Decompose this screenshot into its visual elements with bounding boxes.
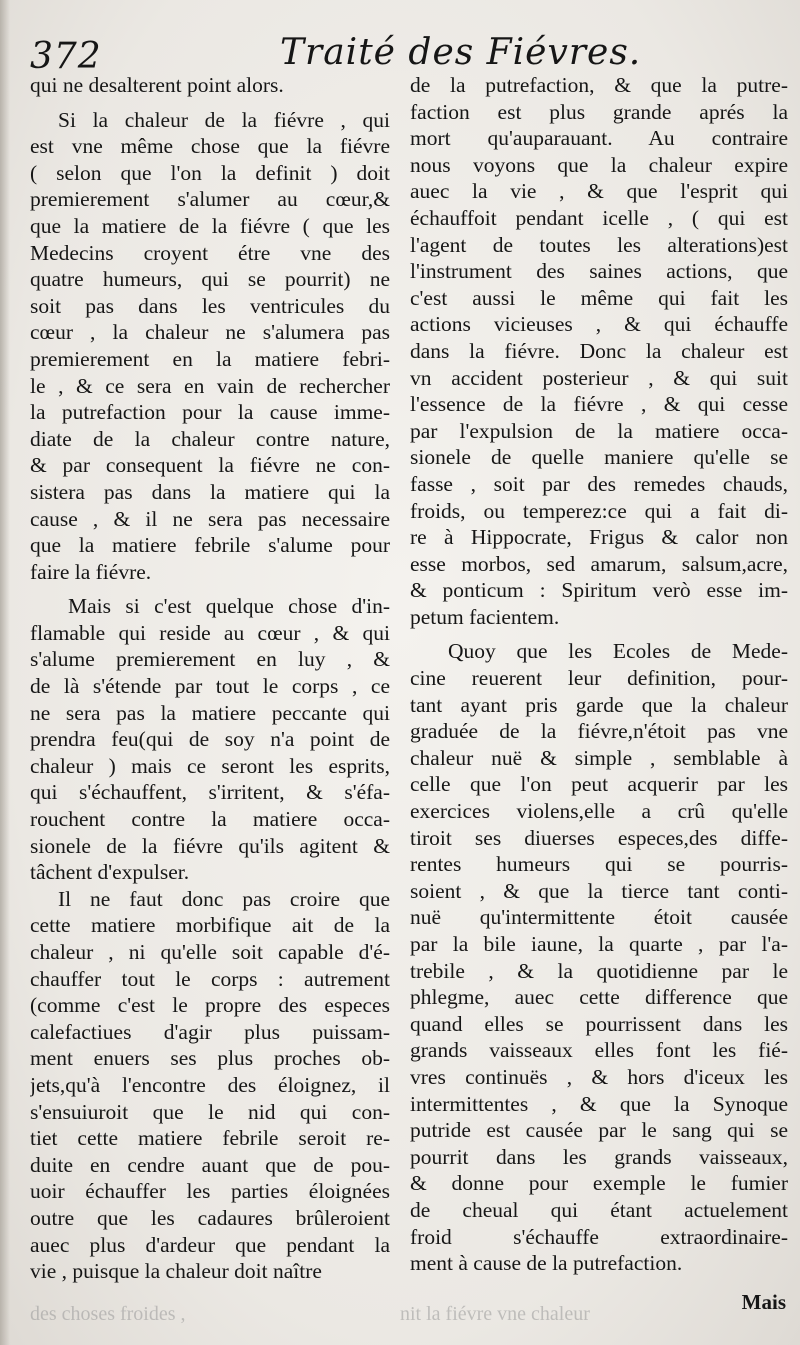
- text-line: qui s'échauffent, s'irritent, & s'éfa-: [30, 780, 390, 805]
- text-line: l'instrument des saines actions, que: [410, 259, 788, 284]
- text-line: cœur , la chaleur ne s'alumera pas: [30, 320, 390, 345]
- text-line: sistera pas dans la matiere qui la: [30, 479, 390, 504]
- text-line: s'alume premierement en luy , &: [30, 647, 390, 672]
- text-line: échauffoit pendant icelle , ( qui est: [410, 205, 788, 230]
- text-line: faction est plus grande aprés la: [410, 99, 788, 124]
- text-line: petum facientem.: [410, 604, 560, 629]
- text-line: premierement en la matiere febri-: [30, 346, 390, 371]
- text-line: celle que l'on peut acquerir par les: [410, 772, 788, 797]
- text-line: tâchent d'expulser.: [30, 860, 190, 885]
- text-line: rouchent contre la matiere occa-: [30, 807, 390, 832]
- text-line: c'est aussi le même qui fait les: [410, 285, 788, 310]
- text-line: calefactiues d'agir plus puissam-: [30, 1019, 390, 1044]
- text-line: Mais si c'est quelque chose d'in-: [68, 594, 390, 619]
- text-line: de cheual qui étant actuelement: [410, 1197, 788, 1222]
- text-line: Medecins croyent étre vne des: [30, 240, 390, 265]
- text-line: ment enuers ses plus proches ob-: [30, 1046, 390, 1071]
- text-line: de là s'étende par tout le corps , ce: [30, 674, 390, 699]
- text-line: putride est causée par le sang qui se: [410, 1118, 788, 1143]
- text-line: Il ne faut donc pas croire que: [58, 886, 390, 911]
- paragraph-gap: [30, 585, 390, 593]
- text-line: que la matiere febrile s'alume pour: [30, 533, 390, 558]
- text-line: trebile , & la quotidienne par le: [410, 958, 788, 983]
- text-line: soient , & que la tierce tant conti-: [410, 878, 788, 903]
- text-line: l'essence de la fiévre , & qui cesse: [410, 392, 788, 417]
- text-line: par la bile iaune, la quarte , par l'a-: [410, 932, 788, 956]
- page-number: 372: [30, 36, 102, 77]
- text-line: fasse , soit par des remedes chauds,: [410, 471, 788, 496]
- running-title: Traité des Fiévres.: [280, 32, 642, 73]
- text-line: phlegme, auec cette difference que: [410, 985, 788, 1010]
- text-line: nuë qu'intermittente étoit causée: [410, 905, 788, 930]
- text-line: re à Hippocrate, Frigus & calor non: [410, 525, 788, 550]
- text-line: graduée de la fiévre,n'étoit pas vne: [410, 719, 788, 744]
- page-header: [30, 22, 770, 78]
- text-line: qui ne desalterent point alors.: [30, 73, 284, 97]
- text-line: flamable qui reside au cœur , & qui: [30, 620, 390, 645]
- text-line: cine reuerent leur definition, pour-: [410, 666, 788, 691]
- text-line: vie , puisque la chaleur doit naître: [30, 1259, 322, 1284]
- text-line: faire la fiévre.: [30, 559, 152, 584]
- right-text-column: [410, 72, 788, 1277]
- text-line: actions vicieuses , & qui échauffe: [410, 312, 788, 337]
- text-line: diate de la chaleur contre nature,: [30, 426, 390, 451]
- text-line: grands vaisseaux elles font les fié-: [410, 1038, 788, 1063]
- text-line: quatre humeurs, qui se pourrit) ne: [30, 267, 390, 292]
- text-line: froid s'échauffe extraordinaire-: [410, 1224, 788, 1249]
- catchword: Mais: [741, 1290, 786, 1314]
- text-line: & par consequent la fiévre ne con-: [30, 453, 390, 478]
- text-line: tiroit ses diuerses especes,des diffe-: [410, 825, 788, 850]
- left-text-column: [30, 72, 390, 1285]
- text-line: l'agent de toutes les alterations)est: [410, 232, 788, 257]
- text-line: le , & ce sera en vain de rechercher: [30, 373, 390, 398]
- text-line: Quoy que les Ecoles de Mede-: [448, 639, 788, 664]
- text-line: intermittentes , & que la Synoque: [410, 1091, 788, 1116]
- text-line: que la matiere de la fiévre ( que les: [30, 213, 390, 238]
- text-line: dans la fiévre. Donc la chaleur est: [410, 338, 788, 363]
- text-line: uoir échauffer les parties éloignées: [30, 1179, 390, 1204]
- text-line: ( selon que l'on la definit ) doit: [30, 160, 390, 185]
- text-line: sionele de la fiévre qu'ils agitent &: [30, 833, 390, 858]
- text-line: (comme c'est le propre des especes: [30, 993, 390, 1018]
- text-line: quand elles se pourrissent dans les: [410, 1011, 788, 1036]
- text-line: chauffer tout le corps : autrement: [30, 966, 390, 991]
- text-line: s'ensuiuroit que le nid qui con-: [30, 1099, 390, 1124]
- paragraph-gap: [410, 630, 788, 638]
- text-line: cette matiere morbifique ait de la: [30, 913, 390, 938]
- text-line: tiet cette matiere febrile seroit re-: [30, 1126, 390, 1151]
- text-line: auec plus d'ardeur que pendant la: [30, 1232, 390, 1257]
- text-line: premierement s'alumer au cœur,&: [30, 187, 390, 212]
- text-line: vn accident posterieur , & qui suit: [410, 365, 788, 390]
- text-line: prendra feu(qui de soy n'a point de: [30, 727, 390, 752]
- text-line: froids, ou temperez:ce qui a fait di-: [410, 498, 788, 523]
- text-line: exercices violens,elle a crû qu'elle: [410, 799, 788, 824]
- text-line: est vne même chose que la fiévre: [30, 134, 390, 159]
- text-line: jets,qu'à l'encontre des éloignez, il: [30, 1072, 390, 1097]
- text-line: chaleur , ni qu'elle soit capable d'é-: [30, 940, 390, 964]
- paragraph-gap: [30, 99, 390, 107]
- text-line: pourrit dans les grands vaisseaux,: [410, 1144, 788, 1169]
- text-line: sionele de quelle maniere qu'elle se: [410, 445, 788, 470]
- text-line: soit pas dans les ventricules du: [30, 293, 390, 318]
- text-line: & ponticum : Spiritum verò esse im-: [410, 578, 788, 603]
- text-line: cause , & il ne sera pas necessaire: [30, 506, 390, 531]
- text-line: chaleur ) mais ce seront les esprits,: [30, 753, 390, 778]
- text-line: par l'expulsion de la matiere occa-: [410, 418, 788, 443]
- text-line: outre que les cadaures brûleroient: [30, 1205, 390, 1230]
- text-line: Si la chaleur de la fiévre , qui: [58, 107, 390, 132]
- binding-shadow: [0, 0, 10, 1345]
- text-line: ne sera pas la matiere peccante qui: [30, 700, 390, 725]
- text-line: tant ayant pris garde que la chaleur: [410, 692, 788, 717]
- text-line: ment à cause de la putrefaction.: [410, 1251, 683, 1276]
- text-line: nous voyons que la chaleur expire: [410, 152, 788, 177]
- text-line: mort qu'auparauant. Au contraire: [410, 126, 788, 151]
- text-line: auec la vie , & que l'esprit qui: [410, 179, 788, 204]
- text-line: rentes humeurs qui se pourris-: [410, 852, 788, 877]
- text-line: chaleur nuë & simple , semblable à: [410, 745, 788, 770]
- text-line: & donne pour exemple le fumier: [410, 1171, 788, 1196]
- text-line: la putrefaction pour la cause imme-: [30, 400, 390, 425]
- text-line: duite en cendre auant que de pou-: [30, 1152, 390, 1177]
- text-line: de la putrefaction, & que la putre-: [410, 73, 788, 97]
- text-line: vres continuës , & hors d'iceux les: [410, 1064, 788, 1089]
- bleed-through-text-right: nit la fiévre vne chaleur: [400, 1303, 590, 1325]
- bleed-through-text-left: des choses froides ,: [30, 1303, 186, 1325]
- text-line: esse morbos, sed amarum, salsum,acre,: [410, 551, 788, 576]
